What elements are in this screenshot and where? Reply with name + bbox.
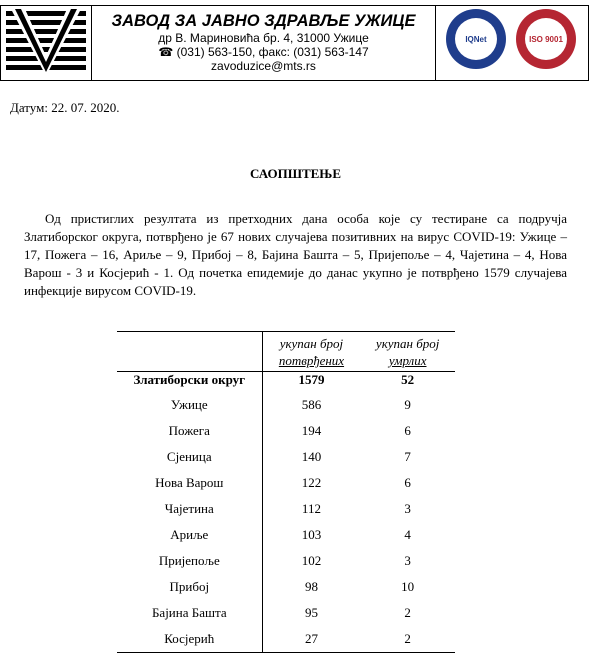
iqnet-certification-badge (446, 9, 506, 69)
row-deaths: 52 (401, 372, 415, 387)
row-confirmed: 586 (262, 392, 360, 418)
table-row (117, 496, 455, 522)
row-confirmed: 102 (262, 548, 360, 574)
row-region: Бајина Башта (151, 605, 227, 620)
institution-name: ЗАВОД ЗА ЈАВНО ЗДРАВЉЕ УЖИЦЕ (111, 12, 416, 30)
row-region: Чајетина (164, 501, 214, 516)
row-region: Златиборски округ (133, 372, 246, 387)
table-row (117, 626, 455, 653)
institution-info (92, 6, 436, 80)
row-deaths: 4 (404, 527, 411, 542)
row-region: Ужице (170, 397, 208, 412)
iqnet-badge-text: IQNet (465, 35, 487, 44)
row-region: Пријепоље (158, 553, 220, 568)
row-confirmed: 98 (262, 574, 360, 600)
institution-email: zavoduzice@mts.rs (211, 59, 316, 73)
phone-fax-text: (031) 563-150, факс: (031) 563-147 (176, 45, 369, 59)
row-confirmed: 112 (262, 496, 360, 522)
row-region: Ариље (170, 527, 209, 542)
row-region: Косјерић (117, 626, 262, 653)
row-confirmed: 27 (262, 626, 360, 653)
institute-logo-graphic (1, 6, 91, 80)
iso-certification-badge (516, 9, 576, 69)
institution-phone (92, 45, 435, 59)
row-deaths: 2 (404, 605, 411, 620)
table-row (117, 574, 455, 600)
table-header-row (117, 332, 455, 372)
header-deaths: укупан број умрлих (360, 332, 455, 372)
iso-badge-text: ISO 9001 (529, 35, 563, 44)
row-region: Сјеница (166, 449, 212, 464)
row-deaths: 7 (404, 449, 411, 464)
table-row (117, 548, 455, 574)
table-row (117, 600, 455, 626)
row-confirmed: 1579 (262, 372, 360, 393)
row-deaths: 3 (404, 501, 411, 516)
header-region-blank (117, 332, 262, 372)
table-row (117, 522, 455, 548)
institution-address: др В. Мариновића бр. 4, 31000 Ужице (158, 31, 369, 45)
table-row (117, 418, 455, 444)
table-row-total (117, 372, 455, 393)
announcement-paragraph: Од пристиглих резултата из претходних дана особа које су тестиране са подручја Златиборског округа, потврђено је 67 нових случајева позитивних на вирус COVID-19: Ужице – 17, Пожега – 16, Ариље – 9, Прибој – 8, Бајина Башта – 5, Пријепоље – 4, Чајетина – 4, Нова Варош - 3 и Косјерић - 1. Од почетка епидемије до данас укупно је потврђено 1579 случајева инфекције вирусом COVID-19. (24, 211, 567, 298)
table-row (117, 444, 455, 470)
document-date: Датум: 22. 07. 2020. (10, 100, 120, 115)
row-deaths: 9 (404, 397, 411, 412)
row-region: Прибој (169, 579, 210, 594)
row-confirmed: 122 (262, 470, 360, 496)
row-region: Нова Варош (155, 475, 224, 490)
row-region: Пожега (168, 423, 210, 438)
table-row (117, 392, 455, 418)
phone-icon: ☎ (158, 45, 177, 59)
row-confirmed: 194 (262, 418, 360, 444)
row-confirmed: 95 (262, 600, 360, 626)
certification-logos (436, 6, 588, 80)
institute-logo (1, 6, 92, 80)
row-deaths: 3 (404, 553, 411, 568)
header-confirmed: укупан број потврђених (262, 332, 360, 372)
letterhead (0, 5, 589, 81)
document-title: САОПШТЕЊЕ (249, 166, 342, 181)
cases-table (117, 331, 455, 653)
row-deaths: 2 (360, 626, 455, 653)
row-confirmed: 103 (262, 522, 360, 548)
row-deaths: 6 (404, 423, 411, 438)
row-deaths: 6 (404, 475, 411, 490)
row-deaths: 10 (401, 579, 415, 594)
table-row (117, 470, 455, 496)
row-confirmed: 140 (262, 444, 360, 470)
